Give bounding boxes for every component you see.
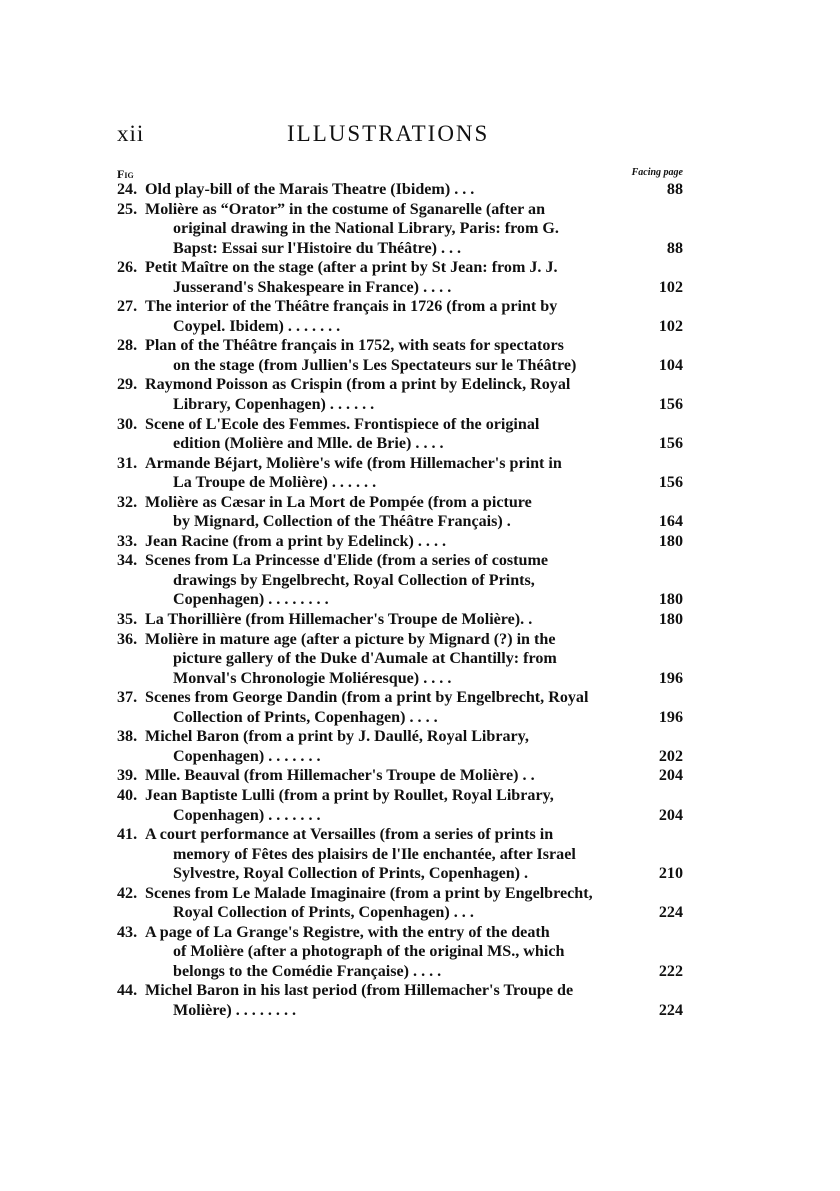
caption-line: La Troupe de Molière) . . . . . . [173,474,377,492]
caption-line: Monval's Chronologie Moliéresque) . . . . [173,669,452,687]
caption-line: Jusserand's Shakespeare in France) . . . . [173,278,452,296]
figure-caption [145,981,619,1020]
facing-page-number: 224 [658,1001,683,1019]
facing-page-number: 156 [658,396,683,414]
illustration-entry [117,532,687,552]
figure-number: 39. [117,767,138,785]
figure-caption [145,688,619,727]
figure-caption [145,551,619,610]
fig-column-heading: Fig [117,167,134,181]
illustration-entry [117,297,687,336]
caption-line: Molière as Cæsar in La Mort de Pompée (from a picture [145,493,532,511]
figure-caption [145,200,619,259]
facing-page-number: 164 [658,513,683,531]
caption-line: Molière) . . . . . . . . [173,1001,297,1019]
figure-number: 41. [117,826,138,844]
caption-line: Mlle. Beauval (from Hillemacher's Troupe de Molière) . . [145,767,535,785]
figure-caption [145,532,619,552]
figure-number: 37. [117,689,138,707]
figure-caption [145,884,619,923]
facing-page-number: 180 [658,532,683,550]
facing-page-number: 88 [666,181,683,198]
figure-number: 38. [117,728,138,746]
caption-line: memory of Fêtes des plaisirs de l'Ile enchantée, after Israel [173,845,576,863]
caption-line: Royal Collection of Prints, Copenhagen) . . . [173,904,474,922]
facing-page-number: 180 [658,591,683,609]
facing-page-number: 222 [658,962,683,980]
caption-line: Jean Baptiste Lulli (from a print by Roullet, Royal Library, [145,786,554,804]
facing-page-number: 202 [658,747,683,765]
illustration-entry [117,825,687,884]
caption-line: Petit Maître on the stage (after a print by St Jean: from J. J. [145,259,558,277]
caption-line: Bapst: Essai sur l'Histoire du Théâtre) . . . [173,239,462,257]
caption-line: Michel Baron in his last period (from Hillemacher's Troupe de [145,982,574,1000]
illustration-entry [117,610,687,630]
caption-line: Sylvestre, Royal Collection of Prints, Copenhagen) . [173,865,529,883]
caption-line: drawings by Engelbrecht, Royal Collection of Prints, [173,571,535,589]
facing-page-number: 102 [658,317,683,335]
facing-page-number: 102 [658,278,683,296]
caption-line: Scenes from La Princesse d'Elide (from a series of costume [145,552,549,570]
caption-line: A page of La Grange's Registre, with the entry of the death [145,923,550,941]
figure-caption [145,493,619,532]
column-headings [117,167,687,181]
page-title: ILLUSTRATIONS [287,121,490,146]
facing-page-number: 210 [658,865,683,883]
facing-page-column-heading: Facing page [631,167,683,178]
caption-line: of Molière (after a photograph of the original MS., which [173,943,565,961]
caption-line: Old play-bill of the Marais Theatre (Ibidem) . . . [145,181,475,198]
figure-caption [145,766,619,786]
illustration-entry [117,630,687,689]
facing-page-number: 88 [666,239,683,257]
illustration-entry [117,454,687,493]
illustration-entry [117,415,687,454]
illustration-entry [117,923,687,982]
caption-line: on the stage (from Jullien's Les Spectateurs sur le Théâtre) [173,356,577,374]
illustration-entry [117,375,687,414]
illustration-entry [117,200,687,259]
figure-caption [145,610,619,630]
figure-caption [145,297,619,336]
figure-number: 43. [117,923,138,941]
facing-page-number: 196 [658,669,683,687]
figure-caption [145,630,619,689]
figure-number: 28. [117,337,138,355]
page-header [117,121,637,153]
figure-caption [145,375,619,414]
figure-caption [145,825,619,884]
figure-number: 26. [117,259,138,277]
illustration-entry [117,766,687,786]
caption-line: Scenes from George Dandin (from a print by Engelbrecht, Royal [145,689,589,707]
caption-line: Copenhagen) . . . . . . . [173,747,321,765]
figure-number: 30. [117,415,138,433]
figure-number: 27. [117,298,138,316]
caption-line: Michel Baron (from a print by J. Daullé, Royal Library, [145,728,529,746]
figure-caption [145,180,619,200]
caption-line: Molière as “Orator” in the costume of Sganarelle (after an [145,200,546,218]
caption-line: Jean Racine (from a print by Edelinck) . . . . [145,532,447,550]
caption-line: Copenhagen) . . . . . . . [173,806,321,824]
facing-page-number: 204 [658,806,683,824]
illustration-entry [117,786,687,825]
illustration-entry [117,688,687,727]
caption-line: by Mignard, Collection of the Théâtre Français) . [173,513,511,531]
illustration-entry [117,336,687,375]
illustration-entry [117,981,687,1020]
caption-line: Armande Béjart, Molière's wife (from Hillemacher's print in [145,454,562,472]
figure-number: 24. [117,181,138,198]
caption-line: Scenes from Le Malade Imaginaire (from a print by Engelbrecht, [145,884,593,902]
caption-line: Molière in mature age (after a picture by Mignard (?) in the [145,630,556,648]
figure-number: 25. [117,200,138,218]
illustration-entry [117,884,687,923]
figure-caption [145,415,619,454]
caption-line: Coypel. Ibidem) . . . . . . . [173,317,341,335]
facing-page-number: 156 [658,474,683,492]
caption-line: Scene of L'Ecole des Femmes. Frontispiece of the original [145,415,540,433]
caption-line: Collection of Prints, Copenhagen) . . . . [173,708,438,726]
caption-line: The interior of the Théâtre français in 1726 (from a print by [145,298,558,316]
figure-number: 42. [117,884,138,902]
facing-page-number: 156 [658,435,683,453]
figure-caption [145,258,619,297]
caption-line: belongs to the Comédie Française) . . . . [173,962,442,980]
caption-line: La Thorillière (from Hillemacher's Troupe de Molière). . [145,611,533,629]
figure-caption [145,786,619,825]
caption-line: Plan of the Théâtre français in 1752, with seats for spectators [145,337,564,355]
figure-caption [145,336,619,375]
facing-page-number: 196 [658,708,683,726]
illustration-entry [117,258,687,297]
illustration-entry [117,493,687,532]
page-number: xii [117,121,145,146]
figure-number: 29. [117,376,138,394]
caption-line: edition (Molière and Mlle. de Brie) . . . . [173,435,444,453]
facing-page-number: 104 [658,356,683,374]
facing-page-number: 180 [658,611,683,629]
figure-number: 32. [117,493,138,511]
figure-number: 36. [117,630,138,648]
illustration-entry [117,551,687,610]
illustrations-list [117,180,687,1021]
figure-number: 31. [117,454,138,472]
figure-number: 44. [117,982,138,1000]
caption-line: Library, Copenhagen) . . . . . . [173,396,375,414]
figure-number: 33. [117,532,138,550]
figure-number: 40. [117,786,138,804]
facing-page-number: 224 [658,904,683,922]
facing-page-number: 204 [658,767,683,785]
caption-line: picture gallery of the Duke d'Aumale at Chantilly: from [173,650,557,668]
figure-number: 35. [117,611,138,629]
caption-line: Raymond Poisson as Crispin (from a print by Edelinck, Royal [145,376,571,394]
figure-caption [145,727,619,766]
caption-line: Copenhagen) . . . . . . . . [173,591,329,609]
caption-line: A court performance at Versailles (from a series of prints in [145,826,554,844]
figure-caption [145,454,619,493]
illustration-entry [117,180,687,200]
caption-line: original drawing in the National Library, Paris: from G. [173,220,559,238]
illustration-entry [117,727,687,766]
figure-caption [145,923,619,982]
figure-number: 34. [117,552,138,570]
